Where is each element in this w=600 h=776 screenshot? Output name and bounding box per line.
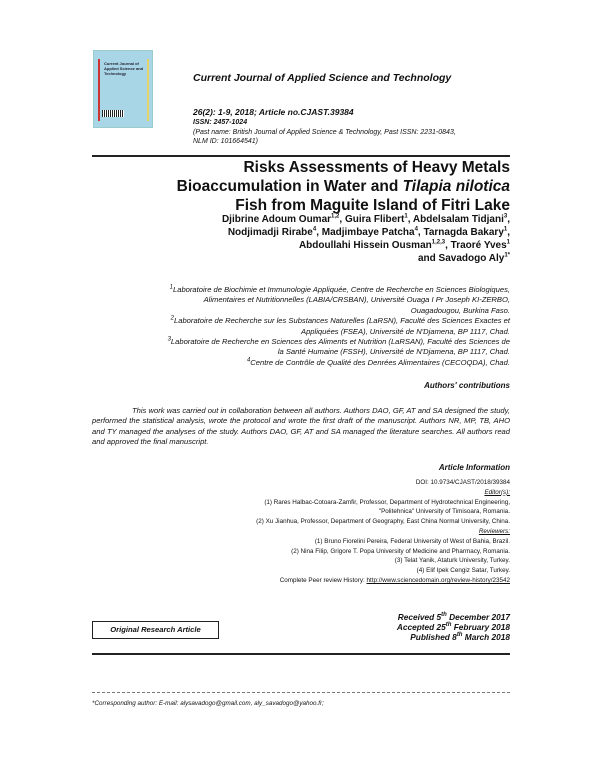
affiliation-text: Laboratoire de Recherche en Sciences des Aliments et Nutrition (LaRSAN), Faculté des Sciences de xyxy=(170,337,510,347)
date-text: March 2018 xyxy=(462,632,510,642)
article-type-box: Original Research Article xyxy=(92,621,219,639)
affiliation-line xyxy=(168,306,510,316)
title-line: Fish from Maguite Island of Fitri Lake xyxy=(235,197,510,214)
author xyxy=(322,227,424,238)
title-line: Risks Assessments of Heavy Metals xyxy=(243,159,510,176)
affiliation-line xyxy=(168,285,510,295)
reviewers-label: Reviewers: xyxy=(478,527,510,535)
corresponding-author: *Corresponding author: E-mail: alysavadogo@gmail.com, aly_savadogo@yahoo.fr; xyxy=(92,700,324,707)
barcode-icon xyxy=(102,110,124,117)
date-ordinal: th xyxy=(445,622,452,629)
author-name: Traoré Yves xyxy=(450,240,507,251)
header-rule xyxy=(92,155,510,157)
affiliation-text: Laboratoire de Recherche sur les Substances Naturelles (LaRSN), Faculté des Sciences Exactes et xyxy=(174,316,510,326)
date-line xyxy=(397,612,510,622)
affiliation-text: Laboratoire de Biochimie et Immunologie Appliquée, Centre de Recherche en Sciences Biologiques, xyxy=(173,285,510,294)
contributions-text: This work was carried out in collaboration between all authors. Authors DAO, GF, AT and SA designed the study, performed the statistical analysis, wrote the protocol and wrote the first draft of the manuscript. Authors NR, MP, TB, AHO and TY managed the analyses of the study. Authors DAO, GF, AT and SA managed the literature searches. All authors read and approved the final manuscript. xyxy=(92,406,510,447)
article-info-heading: Article Information xyxy=(438,463,510,472)
editor-line: (1) Rares Halbac-Cotoara-Zamfir, Professor, Department of Hydrotechnical Engineering, xyxy=(264,498,510,506)
article-info xyxy=(256,478,510,586)
editors-label: Editor(s): xyxy=(484,488,510,496)
author-affiliation-sup: 1,2 xyxy=(331,213,340,220)
affiliation-number: 1 xyxy=(169,284,173,291)
reviewer-line: (1) Bruno Fiorelini Pereira, Federal University of West of Bahia, Brazil. xyxy=(314,537,510,545)
doi: DOI: 10.9734/CJAST/2018/39384 xyxy=(415,479,510,486)
affiliation-line xyxy=(168,337,510,347)
volume-line: 26(2): 1-9, 2018; Article no.CJAST.39384 xyxy=(193,107,354,117)
author-name: Nodjimadji Rirabe xyxy=(227,227,313,238)
review-history-link[interactable]: http://www.sciencedomain.org/review-history/23542 xyxy=(366,576,510,584)
affiliation-number: 2 xyxy=(170,315,175,322)
affiliation-number: 3 xyxy=(167,336,171,343)
author-name: Guira Flibert xyxy=(344,214,405,225)
affiliation-line xyxy=(168,316,510,326)
date-text: Received 5 xyxy=(397,612,442,622)
author-affiliation-sup: 4 xyxy=(312,226,317,233)
separator: , xyxy=(407,214,413,225)
date-line xyxy=(397,632,510,642)
author-affiliation-sup: 1 xyxy=(506,239,510,246)
journal-title: Current Journal of Applied Science and Technology xyxy=(193,72,452,84)
journal-meta xyxy=(193,106,456,147)
past-name: (Past name: British Journal of Applied Science & Technology, Past ISSN: 2231-0843, xyxy=(193,128,456,136)
author-name: and Savadogo Aly xyxy=(418,253,505,264)
separator: , xyxy=(339,214,345,225)
footer-rule xyxy=(92,653,510,655)
reviewer-line: (2) Nina Filip, Grigore T. Popa University of Medicine and Pharmacy, Romania. xyxy=(291,547,510,555)
author-affiliation-sup: 1,2,3 xyxy=(431,239,446,246)
date-text: Published 8 xyxy=(410,632,457,642)
author-affiliation-sup: 1 xyxy=(404,213,408,220)
affiliation-text: Alimentaires et Nutritionnelles (LABIA/CRSBAN), Université Ouaga I Pr Joseph KI-ZERBO, xyxy=(203,295,510,305)
date-ordinal: th xyxy=(456,632,463,639)
author xyxy=(423,227,510,238)
author xyxy=(299,240,451,251)
publication-dates xyxy=(397,612,510,642)
reviewer-line: (3) Telat Yanik, Ataturk University, Turkey. xyxy=(394,557,510,565)
title-text: Bioaccumulation in Water and xyxy=(176,178,403,195)
author xyxy=(413,214,510,225)
affiliation-text: Appliquées (FSEA), Université de N'Djamena, BP 1117, Chad. xyxy=(301,326,510,336)
author-name: Abdelsalam Tidjani xyxy=(412,214,504,225)
editor-line: "Politehnica" University of Timisoara, Romania. xyxy=(378,508,510,516)
author xyxy=(345,214,413,225)
history-label: Complete Peer review History: xyxy=(279,576,367,584)
author-name: Djibrine Adoum Oumar xyxy=(221,214,332,225)
separator: , xyxy=(316,227,322,238)
nlm-id: NLM ID: 101664541) xyxy=(193,138,258,145)
affiliation-line xyxy=(168,295,510,305)
editor-line: (2) Xu Jianhua, Professor, Department of Geography, East China Normal University, China. xyxy=(256,518,510,526)
reviewer-line: (4) Elif Ipek Cengiz Satar, Turkey. xyxy=(416,567,510,575)
separator: , xyxy=(507,227,510,238)
date-ordinal: th xyxy=(441,612,447,619)
author xyxy=(451,240,510,251)
affiliations xyxy=(168,285,510,368)
author-name: Madjimbaye Patcha xyxy=(321,227,415,238)
date-line xyxy=(397,622,510,632)
date-text: Accepted 25 xyxy=(396,622,446,632)
affiliation-number: 4 xyxy=(246,357,251,364)
title-species: Tilapia nilotica xyxy=(402,178,510,195)
separator: , xyxy=(507,214,510,225)
cover-text: Current Journal of Applied Science and Technology xyxy=(104,61,144,76)
author-affiliation-sup: 4 xyxy=(414,226,418,233)
author-affiliation-sup: 3 xyxy=(503,213,508,220)
contributions-heading: Authors' contributions xyxy=(424,381,510,390)
footnote-divider xyxy=(92,692,510,693)
affiliation-line xyxy=(168,358,510,368)
author xyxy=(228,227,322,238)
journal-cover-image xyxy=(93,50,153,128)
author-affiliation-sup: 1* xyxy=(504,252,510,259)
author-name: Tarnagda Bakary xyxy=(423,227,504,238)
date-text: December 2017 xyxy=(446,612,510,622)
author-list xyxy=(222,213,510,265)
affiliation-line xyxy=(168,327,510,337)
author-affiliation-sup: 1 xyxy=(503,226,508,233)
separator: , xyxy=(417,227,424,238)
date-text: February 2018 xyxy=(451,622,510,632)
paper-title xyxy=(177,158,510,215)
author-name: Abdoullahi Hissein Ousman xyxy=(298,240,432,251)
title-line xyxy=(177,177,510,196)
issn: ISSN: 2457-1024 xyxy=(193,119,248,126)
author xyxy=(418,253,510,264)
affiliation-line xyxy=(168,347,510,357)
separator: , xyxy=(445,240,451,251)
affiliation-text: Ouagadougou, Burkina Faso. xyxy=(410,305,510,315)
affiliation-text: Centre de Contrôle de Qualité des Denrées Alimentaires (CECOQDA), Chad. xyxy=(250,357,510,367)
affiliation-text: la Santé Humaine (FSSH), Université de N'Djamena, BP 1117, Chad. xyxy=(277,347,510,357)
author xyxy=(222,214,345,225)
